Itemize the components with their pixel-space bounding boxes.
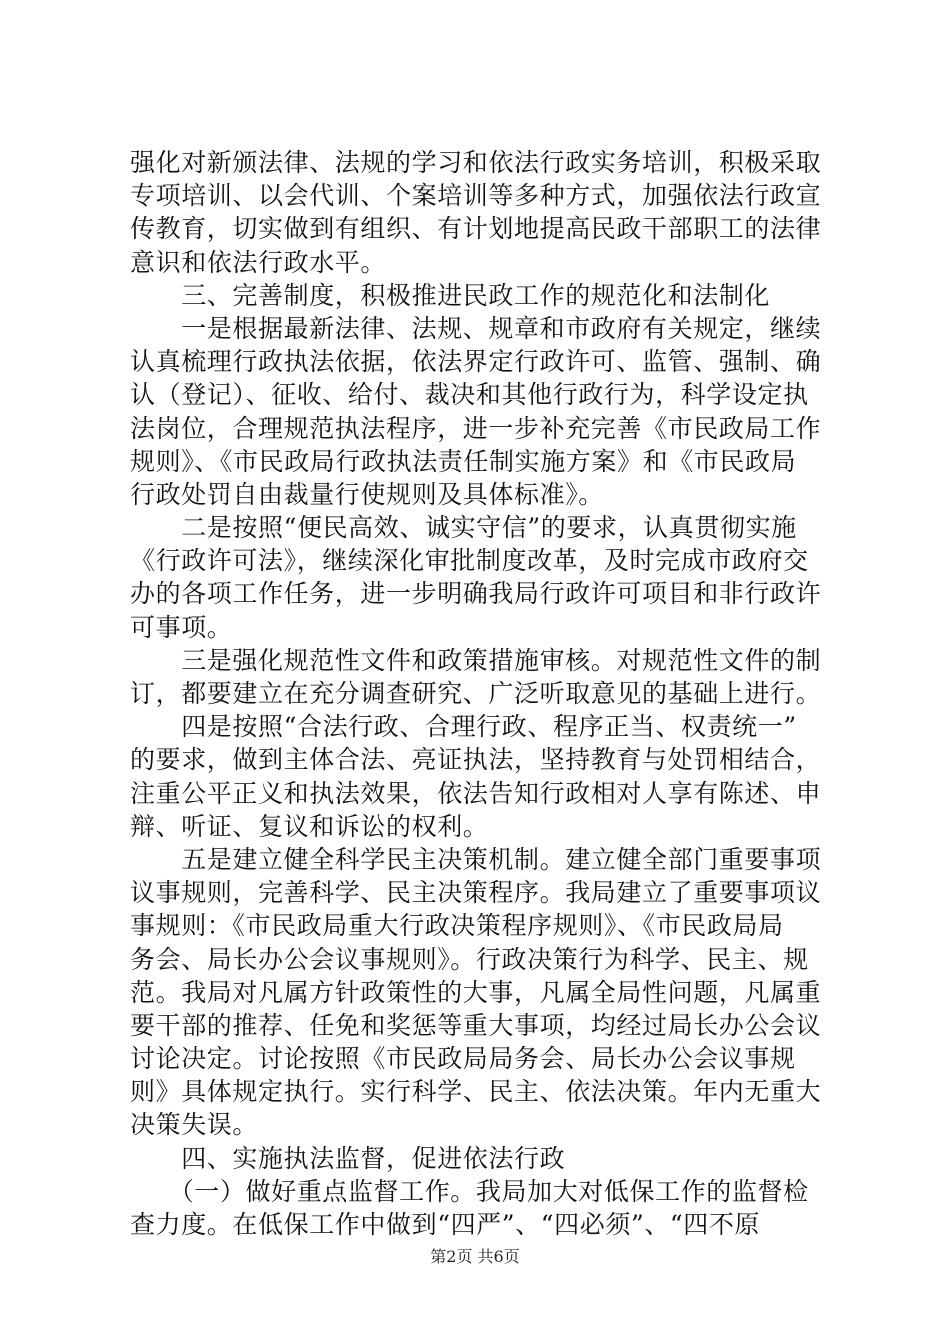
text-line: 决策失误。 [130, 1110, 259, 1140]
text-line: 认真梳理行政执法依据，依法界定行政许可、监管、强制、确 [130, 347, 822, 377]
text-line: 《行政许可法》，继续深化审批制度改革，及时完成市政府交 [130, 546, 809, 576]
text-line: 事规则：《市民政局重大行政决策程序规则》、《市民政局局 [130, 911, 784, 941]
text-line: 办的各项工作任务，进一步明确我局行政许可项目和非行政许 [130, 579, 822, 609]
text-line: （一）做好重点监督工作。我局加大对低保工作的监督检 [130, 1176, 809, 1206]
text-line: 四是按照“合法行政、合理行政、程序正当、权责统一” [130, 712, 797, 742]
text-line: 务会、局长办公会议事规则》。行政决策行为科学、民主、规 [130, 944, 809, 974]
text-line: 讨论决定。讨论按照《市民政局局务会、局长办公会议事规 [130, 1044, 796, 1074]
text-line: 范。我局对凡属方针政策性的大事，凡属全局性问题，凡属重 [130, 977, 822, 1007]
text-line: 专项培训、以会代训、个案培训等多种方式，加强依法行政宣 [130, 181, 822, 211]
text-line: 查力度。在低保工作中做到“四严”、“四必须”、“四不原 [130, 1210, 761, 1239]
text-line: 传教育，切实做到有组织、有计划地提高民政干部职工的法律 [130, 214, 822, 244]
text-line: 的要求，做到主体合法、亮证执法，坚持教育与处罚相结合， [130, 745, 822, 775]
text-line: 行政处罚自由裁量行使规则及具体标准》。 [130, 479, 604, 509]
text-line: 辩、听证、复议和诉讼的权利。 [130, 811, 489, 841]
body-text [130, 146, 826, 1241]
text-line: 认（登记）、征收、给付、裁决和其他行政行为，科学设定执 [130, 380, 809, 410]
text-line: 一是根据最新法律、法规、规章和市政府有关规定，继续 [130, 313, 822, 343]
section-heading: 三、完善制度，积极推进民政工作的规范化和法制化 [130, 280, 771, 310]
text-line: 二是按照“便民高效、诚实守信”的要求，认真贯彻实施 [130, 513, 797, 543]
text-line: 则》具体规定执行。实行科学、民主、依法决策。年内无重大 [130, 1077, 822, 1107]
text-line: 议事规则，完善科学、民主决策程序。我局建立了重要事项议 [130, 878, 822, 908]
text-line: 要干部的推荐、任免和奖惩等重大事项，均经过局长办公会议 [130, 1010, 822, 1040]
text-line: 法岗位，合理规范执法程序，进一步补充完善《市民政局工作 [130, 413, 822, 443]
text-line: 注重公平正义和执法效果，依法告知行政相对人享有陈述、申 [130, 778, 822, 808]
section-heading: 四、实施执法监督，促进依法行政 [130, 1143, 566, 1173]
text-line: 强化对新颁法律、法规的学习和依法行政实务培训，积极采取 [130, 148, 822, 177]
text-line: 可事项。 [130, 612, 233, 642]
text-line: 意识和依法行政水平。 [130, 247, 387, 277]
text-line: 三是强化规范性文件和政策措施审核。对规范性文件的制 [130, 645, 822, 675]
page-footer: 第2页 共6页 [430, 1247, 520, 1266]
text-line: 五是建立健全科学民主决策机制。建立健全部门重要事项 [130, 844, 822, 874]
text-line: 规则》、《市民政局行政执法责任制实施方案》和《市民政局 [130, 446, 797, 476]
text-line: 订，都要建立在充分调查研究、广泛听取意见的基础上进行。 [130, 679, 822, 708]
